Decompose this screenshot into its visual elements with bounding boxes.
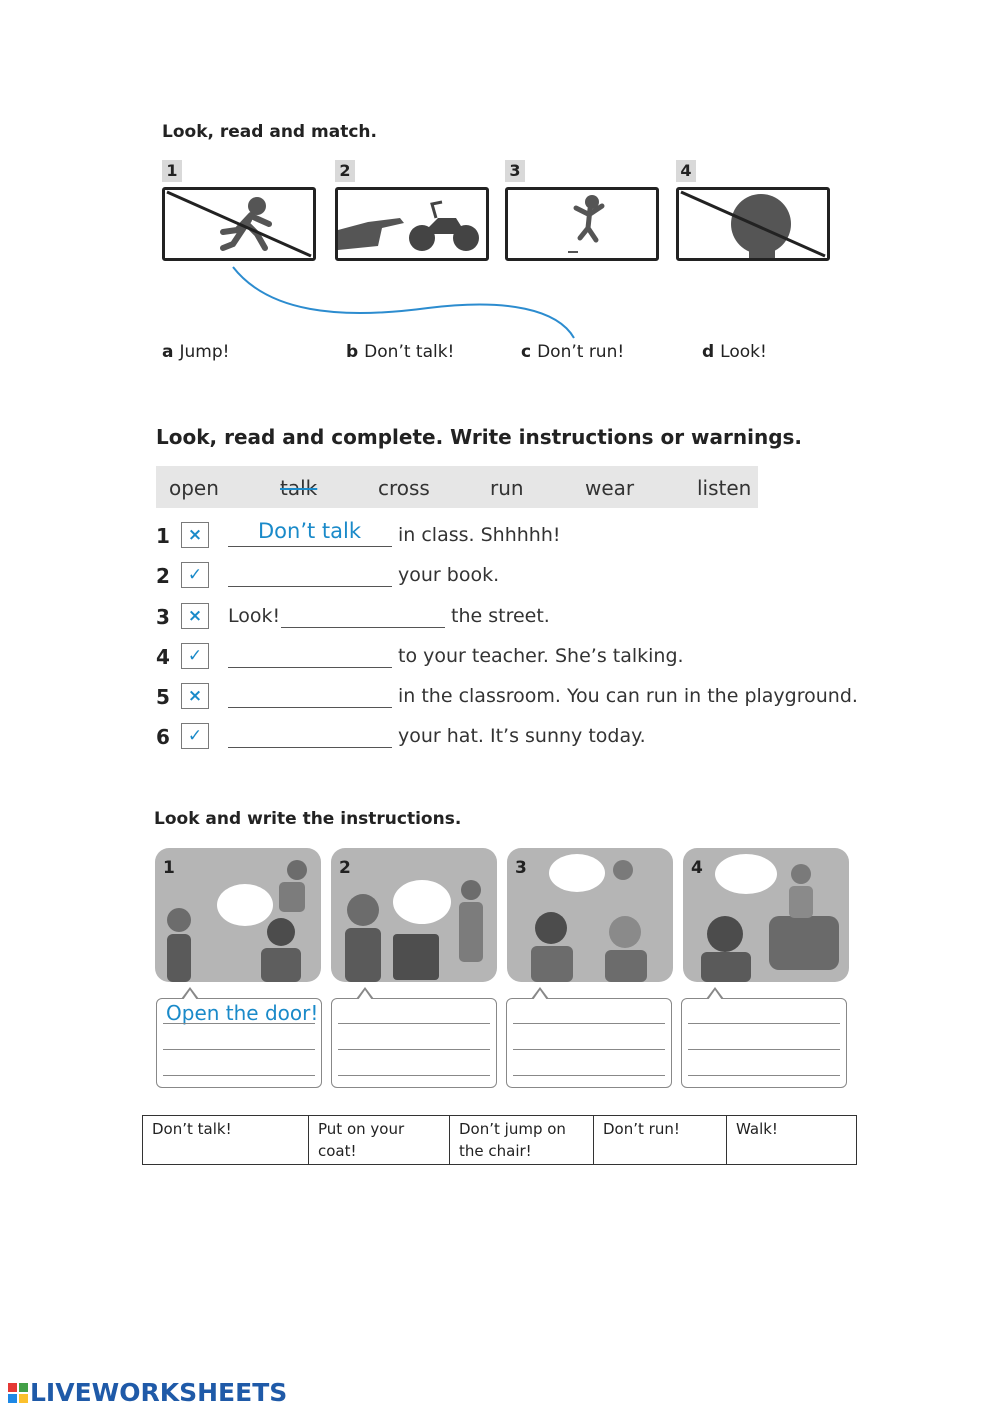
row-text: in class. Shhhhh! bbox=[398, 524, 561, 546]
option-a[interactable] bbox=[162, 342, 229, 362]
pointing-hand-motorbike-icon bbox=[335, 187, 489, 261]
option-c[interactable] bbox=[521, 342, 624, 362]
talking-children-scene-icon bbox=[507, 848, 673, 982]
table-cell[interactable]: Walk! bbox=[727, 1116, 857, 1165]
word-bank-item: run bbox=[490, 476, 524, 500]
row-number: 3 bbox=[156, 605, 170, 629]
word-bank-item: cross bbox=[378, 476, 430, 500]
exercise1-title: Look, read and match. bbox=[162, 122, 377, 142]
answer-field-1[interactable] bbox=[228, 519, 392, 547]
row-text: in the classroom. You can run in the playground. bbox=[398, 685, 858, 707]
table-cell[interactable]: Put on your coat! bbox=[309, 1116, 450, 1165]
coat-scene-icon bbox=[331, 848, 497, 982]
option-text: Look! bbox=[720, 342, 767, 362]
scene-picture-3 bbox=[507, 848, 673, 982]
scene-picture-4 bbox=[683, 848, 849, 982]
check-mark-icon: ✓ bbox=[181, 723, 209, 749]
scene-number: 4 bbox=[691, 858, 703, 878]
row-number: 5 bbox=[156, 685, 170, 709]
row-text: your book. bbox=[398, 564, 500, 586]
word-bank bbox=[156, 466, 758, 508]
writing-box-4[interactable] bbox=[681, 998, 847, 1088]
logo-mark-icon bbox=[8, 1383, 28, 1403]
option-b[interactable] bbox=[346, 342, 454, 362]
word-bank-item: open bbox=[169, 476, 219, 500]
table-cell[interactable]: Don’t talk! bbox=[143, 1116, 309, 1165]
writing-box-2[interactable] bbox=[331, 998, 497, 1088]
option-text: Jump! bbox=[179, 342, 230, 362]
liveworksheets-logo bbox=[8, 1378, 287, 1407]
row-text: to your teacher. She’s talking. bbox=[398, 645, 684, 667]
row-number: 1 bbox=[156, 524, 170, 548]
word-bank-item: wear bbox=[585, 476, 635, 500]
cross-mark-icon: × bbox=[181, 522, 209, 548]
jumping-child-icon bbox=[505, 187, 659, 261]
chair-jump-scene-icon bbox=[683, 848, 849, 982]
row-text: the street. bbox=[451, 605, 550, 627]
answer-field-2[interactable] bbox=[228, 562, 392, 587]
cross-mark-icon: × bbox=[181, 683, 209, 709]
check-mark-icon: ✓ bbox=[181, 562, 209, 588]
word-bank-item: listen bbox=[697, 476, 752, 500]
table-row bbox=[143, 1116, 857, 1165]
answer-text: Don’t talk bbox=[258, 519, 362, 543]
answer-choices-table bbox=[142, 1115, 857, 1165]
option-d[interactable] bbox=[702, 342, 767, 362]
option-text: Don’t talk! bbox=[364, 342, 455, 362]
logo-text: LIVEWORKSHEETS bbox=[30, 1378, 288, 1407]
writing-answer: Open the door! bbox=[166, 1001, 319, 1025]
row-number: 2 bbox=[156, 564, 170, 588]
scene-picture-2 bbox=[331, 848, 497, 982]
word-bank-item-used: talk bbox=[280, 476, 318, 500]
classroom-door-scene-icon bbox=[155, 848, 321, 982]
cross-mark-icon: × bbox=[181, 603, 209, 629]
picture-number-4: 4 bbox=[676, 160, 696, 182]
match-line bbox=[228, 262, 588, 342]
exercise3-title: Look and write the instructions. bbox=[154, 809, 462, 829]
answer-field-6[interactable] bbox=[228, 723, 392, 748]
picture-number-2: 2 bbox=[335, 160, 355, 182]
writing-box-1[interactable] bbox=[156, 998, 322, 1088]
scene-number: 1 bbox=[163, 858, 175, 878]
option-letter: b bbox=[346, 342, 359, 362]
option-letter: c bbox=[521, 342, 532, 362]
scene-number: 2 bbox=[339, 858, 351, 878]
table-cell[interactable]: Don’t jump on the chair! bbox=[450, 1116, 594, 1165]
lion-crossed-icon bbox=[676, 187, 830, 261]
row-number: 4 bbox=[156, 645, 170, 669]
exercise2-title: Look, read and complete. Write instructions or warnings. bbox=[156, 425, 803, 449]
option-letter: a bbox=[162, 342, 174, 362]
option-letter: d bbox=[702, 342, 715, 362]
picture-number-3: 3 bbox=[505, 160, 525, 182]
answer-field-4[interactable] bbox=[228, 643, 392, 668]
scene-picture-1 bbox=[155, 848, 321, 982]
table-cell[interactable]: Don’t run! bbox=[594, 1116, 727, 1165]
row-prefix: Look! bbox=[228, 605, 281, 627]
row-text: your hat. It’s sunny today. bbox=[398, 725, 646, 747]
answer-field-3[interactable] bbox=[281, 603, 445, 628]
answer-field-5[interactable] bbox=[228, 683, 392, 708]
picture-number-1: 1 bbox=[162, 160, 182, 182]
writing-box-3[interactable] bbox=[506, 998, 672, 1088]
check-mark-icon: ✓ bbox=[181, 643, 209, 669]
running-child-crossed-icon bbox=[162, 187, 316, 261]
row-number: 6 bbox=[156, 725, 170, 749]
option-text: Don’t run! bbox=[537, 342, 625, 362]
scene-number: 3 bbox=[515, 858, 527, 878]
